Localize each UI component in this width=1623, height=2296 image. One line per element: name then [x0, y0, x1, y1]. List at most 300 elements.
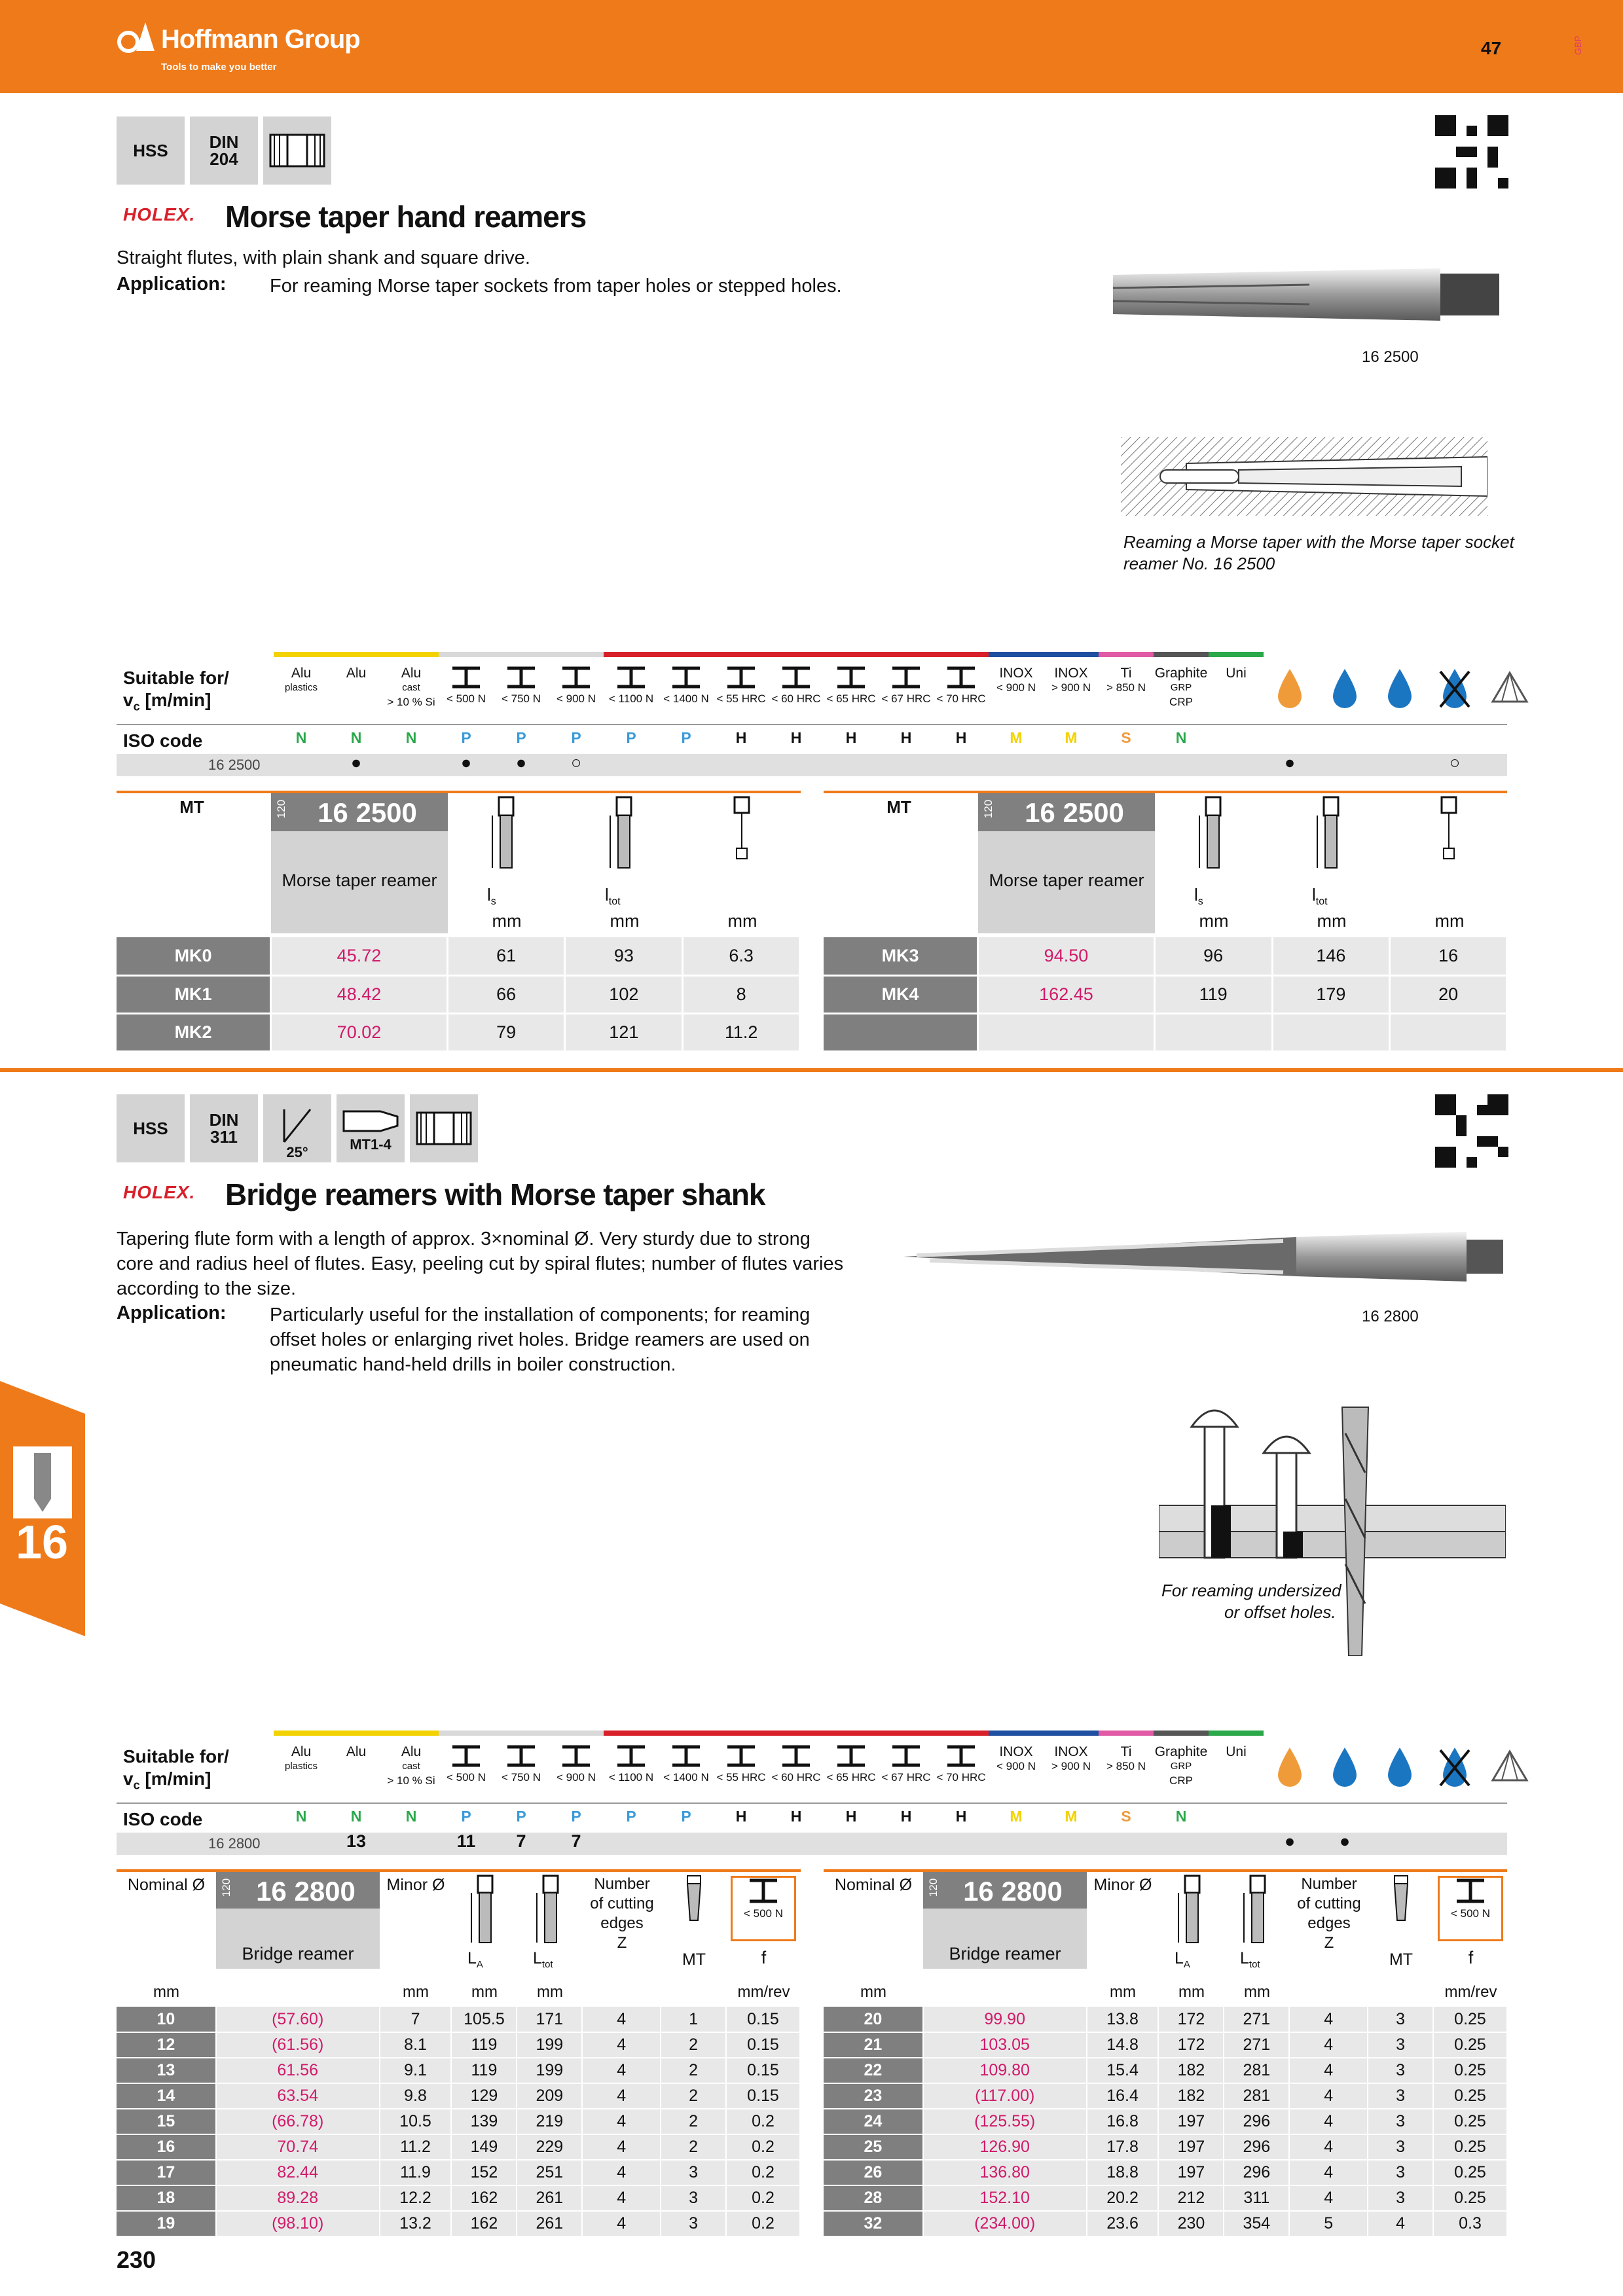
dimension-symbol — [467, 1949, 483, 1970]
dimension-symbol — [605, 885, 621, 908]
morse-taper: 2 — [661, 2134, 726, 2160]
material-color-strip — [329, 1731, 384, 1736]
total-length: 102 — [565, 975, 683, 1013]
material-name: Alu — [291, 1744, 312, 1759]
material-name: Alu — [346, 666, 367, 681]
steel-beam-icon — [615, 666, 647, 689]
total-length: 296 — [1224, 2109, 1289, 2134]
morse-reamer-table-left — [117, 793, 801, 1051]
data-table — [117, 937, 801, 1052]
material-column — [549, 666, 604, 706]
minor-diameter-header: Minor Ø — [1093, 1876, 1152, 1894]
din-label: DIN — [209, 132, 239, 152]
price[interactable]: 126.90 — [923, 2134, 1087, 2160]
total-length: 93 — [565, 937, 683, 975]
material-column — [494, 1745, 549, 1785]
morse-taper: 3 — [1368, 2007, 1433, 2032]
header-line: Number — [1301, 1875, 1357, 1893]
price[interactable]: 152.10 — [923, 2185, 1087, 2211]
material-strength: > 10 % Si — [387, 696, 435, 708]
material-column — [439, 1745, 494, 1785]
table-row — [117, 975, 800, 1013]
din-label-2: DIN — [209, 1110, 239, 1130]
nominal-diameter: 32 — [824, 2211, 923, 2236]
la-length: 119 — [451, 2032, 517, 2058]
article-description: Morse taper reamer — [989, 870, 1144, 890]
iso-code: P — [516, 1808, 526, 1825]
total-length: 251 — [517, 2160, 582, 2185]
material-column — [1154, 666, 1209, 709]
morse-taper: 2 — [661, 2109, 726, 2134]
total-length-icon — [608, 796, 640, 881]
material-strength: < 55 HRC — [716, 1771, 766, 1784]
dimension-subscript: s — [490, 896, 496, 908]
square-drive-badge-2 — [410, 1094, 478, 1162]
feed: 0.2 — [726, 2211, 800, 2236]
header-line: Z — [617, 1934, 627, 1952]
material-color-strip — [494, 1731, 549, 1736]
unit-label: mm — [1178, 1983, 1205, 2001]
mt-size: MK1 — [117, 975, 271, 1013]
price[interactable]: 89.28 — [216, 2185, 380, 2211]
material-color-strip — [384, 652, 439, 657]
steel-beam-icon — [835, 1745, 867, 1767]
material-color-strip — [769, 652, 824, 657]
nominal-diameter: 24 — [824, 2109, 923, 2134]
material-strength: < 750 N — [501, 1771, 541, 1784]
iso-code: N — [1175, 1808, 1187, 1825]
iso-code: H — [790, 1808, 802, 1825]
dimension-letter: l — [1312, 885, 1316, 905]
steel-beam-icon — [560, 666, 593, 689]
material-color-strip — [989, 1731, 1044, 1736]
cutting-edges: 4 — [582, 2109, 661, 2134]
cutting-edges: 4 — [582, 2032, 661, 2058]
iso-code: N — [350, 729, 362, 746]
iso-code: H — [955, 729, 967, 746]
feed: 0.15 — [726, 2083, 800, 2109]
table-row — [117, 2185, 800, 2211]
material-sub: plastics — [284, 1761, 318, 1772]
iso-code: N — [350, 1808, 362, 1825]
unit-label: mm — [1110, 1983, 1136, 2001]
shank-length: 66 — [447, 975, 565, 1013]
feed: 0.25 — [1433, 2032, 1507, 2058]
table-row — [824, 2083, 1507, 2109]
price[interactable]: 103.05 — [923, 2032, 1087, 2058]
total-length-icon — [534, 1874, 567, 1946]
nominal-diameter: 22 — [824, 2058, 923, 2083]
material-column — [604, 1745, 659, 1785]
minor-diameter: 15.4 — [1087, 2058, 1159, 2083]
material-color-strip — [1099, 1731, 1154, 1736]
morse-taper: 3 — [1368, 2109, 1433, 2134]
water-drop-icon — [1325, 1744, 1364, 1789]
material-column — [1209, 1745, 1264, 1759]
square-size: 20 — [1390, 975, 1507, 1013]
price[interactable]: (57.60) — [216, 2007, 380, 2032]
material-column — [769, 666, 824, 706]
page-number-top: 47 — [1481, 38, 1502, 58]
material-column — [1154, 1745, 1209, 1788]
spray-icon — [1380, 665, 1419, 711]
material-color-strip — [384, 1731, 439, 1736]
material-column — [604, 666, 659, 706]
material-column — [824, 1745, 879, 1785]
price[interactable]: 94.50 — [978, 937, 1155, 975]
material-name: Ti — [1120, 666, 1132, 681]
morse-taper: 4 — [1368, 2211, 1433, 2236]
article-code: 16 2800 — [963, 1876, 1063, 1907]
cutting-edges: 4 — [582, 2134, 661, 2160]
price[interactable]: 70.74 — [216, 2134, 380, 2160]
suitability-value: ● — [460, 753, 472, 772]
material-name: INOX — [1054, 1744, 1088, 1759]
divider — [117, 724, 1507, 725]
iso-code: P — [461, 1808, 471, 1825]
shank-length-icon — [490, 796, 522, 881]
nominal-diameter: 25 — [824, 2134, 923, 2160]
material-strength: > 850 N — [1106, 681, 1146, 694]
material-strength: < 70 HRC — [936, 1771, 986, 1784]
morse-taper: 2 — [661, 2032, 726, 2058]
suitability-value: ● — [515, 753, 527, 772]
total-length: 296 — [1224, 2160, 1289, 2185]
suitability-table-1 — [117, 652, 1507, 778]
product-description: Straight flutes, with plain shank and square drive. — [117, 247, 530, 268]
dimension-subscript: tot — [1249, 1959, 1260, 1970]
unit-label: mm — [860, 1983, 886, 2001]
application-text-line-3: pneumatic hand-held drills in boiler construction. — [270, 1354, 676, 1375]
price[interactable]: 48.42 — [271, 975, 448, 1013]
header-line: edges — [600, 1914, 644, 1932]
shank-length-icon — [1197, 796, 1230, 881]
material-column — [1099, 666, 1154, 695]
material-sub: GRP — [1170, 1761, 1192, 1772]
material-sub: GRP — [1170, 682, 1192, 693]
total-length: 229 — [517, 2134, 582, 2160]
qr-code-icon[interactable] — [1435, 115, 1508, 188]
nominal-diameter: 12 — [117, 2032, 216, 2058]
article-description: Bridge reamer — [949, 1944, 1061, 1964]
square-size: 11.2 — [683, 1013, 800, 1051]
material-color-strip — [714, 652, 769, 657]
iso-code: H — [735, 1808, 747, 1825]
cutting-edges: 4 — [1289, 2032, 1368, 2058]
table-row — [117, 1013, 800, 1051]
price[interactable]: (117.00) — [923, 2083, 1087, 2109]
suitable-for-label: Suitable for/ — [123, 1746, 229, 1767]
la-length: 152 — [451, 2160, 517, 2185]
mt-column-header: MT — [886, 797, 911, 817]
mql-icon — [1489, 669, 1531, 708]
iso-code: M — [1065, 729, 1078, 746]
iso-code: M — [1065, 1808, 1078, 1825]
water-drop-icon — [1325, 665, 1364, 711]
material-strength: < 900 N — [996, 681, 1036, 694]
table-row — [824, 937, 1507, 975]
feed: 0.25 — [1433, 2109, 1507, 2134]
nominal-diameter-header: Nominal Ø — [834, 1876, 913, 1894]
bridge-reamer-image — [903, 1217, 1506, 1296]
material-color-strip — [934, 1731, 989, 1736]
diagram-caption-2-line-1: For reaming undersized — [1161, 1581, 1341, 1600]
nominal-diameter: 14 — [117, 2083, 216, 2109]
material-strength: CRP — [1169, 696, 1193, 708]
price[interactable]: 162.45 — [978, 975, 1155, 1013]
feed: 0.2 — [726, 2185, 800, 2211]
iso-code: N — [295, 729, 307, 746]
unit-label: mm — [1244, 1983, 1270, 2001]
price[interactable]: (125.55) — [923, 2109, 1087, 2134]
mt-size: MK4 — [824, 975, 978, 1013]
diagram-caption-line-1: Reaming a Morse taper with the Morse taper socket — [1123, 532, 1514, 552]
material-color-strip — [1099, 652, 1154, 657]
suitability-value: 7 — [571, 1831, 581, 1851]
material-column — [879, 666, 934, 706]
din-badge — [190, 117, 258, 185]
iso-code: P — [681, 729, 691, 746]
helix-angle: 25° — [286, 1144, 308, 1160]
total-length: 271 — [1224, 2007, 1289, 2032]
material-color-strip — [274, 652, 329, 657]
total-length: 281 — [1224, 2058, 1289, 2083]
material-column — [714, 666, 769, 706]
cutting-edges: 4 — [582, 2007, 661, 2032]
price[interactable]: 63.54 — [216, 2083, 380, 2109]
material-color-strip — [439, 652, 494, 657]
din-number-2: 311 — [210, 1127, 238, 1147]
dimension-letter: l — [1194, 885, 1198, 905]
feed-force-box — [1438, 1876, 1503, 1941]
minor-diameter: 13.8 — [1087, 2007, 1159, 2032]
table-row — [117, 2058, 800, 2083]
cutting-speed-v: v — [123, 690, 134, 710]
price[interactable]: (61.56) — [216, 2032, 380, 2058]
material-name: INOX — [999, 1744, 1033, 1759]
material-column — [659, 1745, 714, 1785]
din-number: 204 — [210, 149, 238, 169]
material-name: Uni — [1226, 1744, 1247, 1759]
total-length-icon — [1315, 796, 1347, 881]
dimension-symbol — [487, 885, 496, 908]
bridge-reamer-table-right — [824, 1872, 1507, 2238]
data-table — [824, 937, 1508, 1052]
price[interactable]: (98.10) — [216, 2211, 380, 2236]
dimension-letter: l — [605, 885, 609, 905]
price[interactable]: 82.44 — [216, 2160, 380, 2185]
material-column — [1099, 1745, 1154, 1774]
material-strength: < 900 N — [996, 1760, 1036, 1772]
minor-diameter: 9.8 — [380, 2083, 452, 2109]
material-name: Graphite — [1154, 666, 1208, 681]
dimension-subscript: A — [476, 1959, 483, 1970]
material-column — [1044, 666, 1099, 695]
dimension-symbol — [1312, 885, 1328, 908]
material-strength: < 500 N — [446, 692, 486, 705]
price[interactable]: 99.90 — [923, 2007, 1087, 2032]
la-length: 162 — [451, 2211, 517, 2236]
material-column — [989, 666, 1044, 695]
table-row — [117, 2160, 800, 2185]
la-length: 149 — [451, 2134, 517, 2160]
cutting-edges: 4 — [1289, 2058, 1368, 2083]
price[interactable]: 109.80 — [923, 2058, 1087, 2083]
application-text-line-2: offset holes or enlarging rivet holes. Bridge reamers are used on — [270, 1329, 810, 1350]
mt-header: MT — [1389, 1950, 1413, 1969]
feed: 0.25 — [1433, 2058, 1507, 2083]
material-column — [549, 1745, 604, 1785]
material-color-strip — [1154, 652, 1209, 657]
cutting-speed-unit: [m/min] — [139, 1768, 211, 1789]
feed: 0.2 — [726, 2160, 800, 2185]
chapter-number: 16 — [16, 1516, 69, 1569]
feed: 0.25 — [1433, 2083, 1507, 2109]
material-column — [274, 666, 329, 695]
article-code: 16 2500 — [318, 797, 417, 828]
price[interactable]: 61.56 — [216, 2058, 380, 2083]
steel-beam-icon — [890, 666, 922, 689]
square-drive-icon — [268, 131, 327, 170]
material-sub: cast — [402, 1761, 420, 1772]
cutting-edges: 5 — [1289, 2211, 1368, 2236]
qr-code-icon-2[interactable] — [1435, 1094, 1508, 1168]
material-badge-2: HSS — [117, 1094, 185, 1162]
square-size: 6.3 — [683, 937, 800, 975]
morse-taper-reamer-image — [1113, 255, 1506, 334]
unit-label: mm — [492, 911, 522, 931]
total-length: 199 — [517, 2032, 582, 2058]
morse-taper: 3 — [1368, 2058, 1433, 2083]
la-length: 172 — [1158, 2032, 1224, 2058]
nominal-diameter: 15 — [117, 2109, 216, 2134]
nominal-diameter: 18 — [117, 2185, 216, 2211]
table-row — [824, 975, 1507, 1013]
minor-diameter: 14.8 — [1087, 2032, 1159, 2058]
price[interactable]: 70.02 — [271, 1013, 448, 1051]
iso-code: H — [735, 729, 747, 746]
table-row — [824, 1013, 1507, 1051]
unit-label: mm — [1317, 911, 1347, 931]
price[interactable]: (66.78) — [216, 2109, 380, 2134]
iso-code-label: ISO code — [123, 730, 203, 751]
data-table — [824, 2007, 1508, 2237]
page-number: 230 — [117, 2246, 156, 2273]
nominal-diameter: 10 — [117, 2007, 216, 2032]
la-length: 182 — [1158, 2058, 1224, 2083]
material-column — [989, 1745, 1044, 1774]
article-description: Morse taper reamer — [282, 870, 437, 890]
material-color-strip — [1044, 652, 1099, 657]
dimension-letter: L — [1240, 1949, 1249, 1967]
iso-code: P — [626, 729, 636, 746]
minor-diameter: 16.4 — [1087, 2083, 1159, 2109]
material-strength: < 900 N — [556, 692, 596, 705]
total-length: 281 — [1224, 2083, 1289, 2109]
price[interactable]: (234.00) — [923, 2211, 1087, 2236]
image-caption: 16 2500 — [1362, 348, 1419, 366]
application-label: Application: — [117, 274, 227, 295]
iso-code: P — [571, 729, 581, 746]
dimension-symbol — [1175, 1949, 1190, 1970]
series-number: 120 — [220, 1878, 233, 1897]
iso-code: N — [405, 729, 417, 746]
price[interactable]: 45.72 — [271, 937, 448, 975]
table-row — [117, 2032, 800, 2058]
la-length: 182 — [1158, 2083, 1224, 2109]
total-length: 261 — [517, 2211, 582, 2236]
minor-diameter: 23.6 — [1087, 2211, 1159, 2236]
nominal-diameter: 26 — [824, 2160, 923, 2185]
morse-taper: 3 — [1368, 2083, 1433, 2109]
material-name: Ti — [1120, 1744, 1132, 1759]
material-strength: < 70 HRC — [936, 692, 986, 705]
minor-diameter: 16.8 — [1087, 2109, 1159, 2134]
nominal-diameter: 17 — [117, 2160, 216, 2185]
iso-code: H — [790, 729, 802, 746]
nominal-diameter-header: Nominal Ø — [127, 1876, 206, 1894]
shank-length: 119 — [1154, 975, 1272, 1013]
data-table — [117, 2007, 801, 2237]
square-drive-icon — [414, 1109, 473, 1148]
holex-logo-2: HOLEX. — [123, 1182, 196, 1202]
table-row — [117, 2134, 800, 2160]
price[interactable] — [978, 1013, 1155, 1051]
diagram-caption-2-line-2: or offset holes. — [1224, 1602, 1336, 1622]
material-strength: < 67 HRC — [881, 1771, 931, 1784]
material-color-strip — [1154, 1731, 1209, 1736]
total-length-icon — [1241, 1874, 1274, 1946]
mt-size: MK0 — [117, 937, 271, 975]
la-length: 230 — [1158, 2211, 1224, 2236]
steel-beam-icon — [505, 666, 538, 689]
header-line: of cutting — [590, 1895, 654, 1912]
iso-code: P — [571, 1808, 581, 1825]
series-number: 120 — [927, 1878, 940, 1897]
table-row — [117, 2083, 800, 2109]
total-length: 261 — [517, 2185, 582, 2211]
minor-diameter: 9.1 — [380, 2058, 452, 2083]
dry-icon — [1435, 665, 1474, 711]
material-strength: > 850 N — [1106, 1760, 1146, 1772]
material-strength: < 67 HRC — [881, 692, 931, 705]
minor-diameter: 11.2 — [380, 2134, 452, 2160]
minor-diameter-header: Minor Ø — [386, 1876, 445, 1894]
material-strength: < 1100 N — [608, 1771, 654, 1784]
cutting-edges: 4 — [1289, 2109, 1368, 2134]
dimension-subscript: tot — [541, 1959, 553, 1970]
iso-code: H — [845, 1808, 857, 1825]
feed: 0.3 — [1433, 2211, 1507, 2236]
minor-diameter: 7 — [380, 2007, 452, 2032]
price[interactable]: 136.80 — [923, 2160, 1087, 2185]
material-name: Graphite — [1154, 1744, 1208, 1759]
unit-label: mm — [610, 911, 640, 931]
material-column — [439, 666, 494, 706]
cutting-edges: 4 — [1289, 2160, 1368, 2185]
minor-diameter: 18.8 — [1087, 2160, 1159, 2185]
material-strength: < 60 HRC — [771, 692, 821, 705]
material-strength: < 500 N — [446, 1771, 486, 1784]
dimension-symbol — [1240, 1949, 1260, 1970]
brand-tagline: Tools to make you better — [161, 62, 277, 73]
cutting-speed-sub: c — [133, 1778, 140, 1792]
steel-beam-icon — [945, 1745, 977, 1767]
material-color-strip — [934, 652, 989, 657]
product-title: Morse taper hand reamers — [225, 200, 587, 234]
article-description: Bridge reamer — [242, 1944, 354, 1964]
material-column — [934, 1745, 989, 1785]
